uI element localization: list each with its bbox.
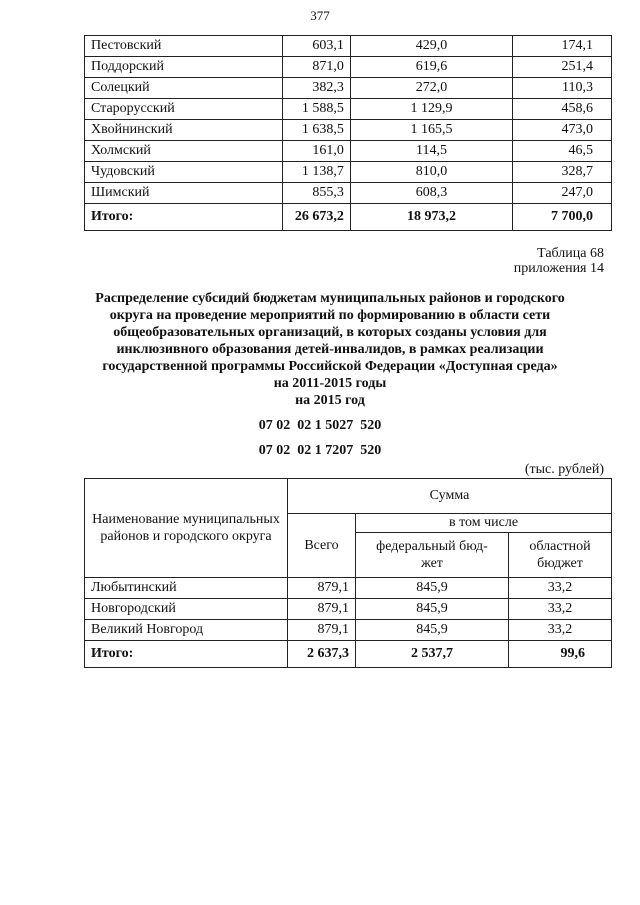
total-value: 1 638,5 [283, 120, 350, 141]
regional-value: 247,0 [513, 183, 612, 204]
header-line: жет [421, 556, 443, 571]
table-row [85, 57, 612, 78]
regional-value: 33,2 [509, 620, 612, 641]
table-row [85, 36, 612, 57]
total-value: 879,1 [288, 578, 356, 599]
table-number: Таблица 68 [537, 246, 604, 261]
district-name: Солецкий [85, 78, 283, 99]
total-row [85, 204, 612, 231]
district-name: Хвойнинский [85, 120, 283, 141]
district-name: Пестовский [85, 36, 283, 57]
federal-value: 18 973,2 [350, 204, 512, 231]
subsidy-table [84, 478, 612, 668]
regional-value: 328,7 [513, 162, 612, 183]
header-line: федеральный бюд- [376, 539, 488, 554]
regional-value: 7 700,0 [513, 204, 612, 231]
federal-value: 608,3 [350, 183, 512, 204]
regional-value: 174,1 [513, 36, 612, 57]
regional-value: 33,2 [509, 578, 612, 599]
document-title [60, 290, 600, 409]
federal-value: 845,9 [356, 599, 509, 620]
title-line: на 2015 год [295, 393, 365, 408]
title-line: Распределение субсидий бюджетам муниципальных районов и городского [95, 291, 565, 306]
header-line: бюджет [537, 556, 583, 571]
table-row [85, 162, 612, 183]
budget-code: 07 02 02 1 7207 520 [258, 443, 382, 458]
table-row [85, 99, 612, 120]
table-row [85, 578, 612, 599]
column-header-federal [356, 533, 509, 578]
total-value: 879,1 [288, 599, 356, 620]
district-name: Шимский [85, 183, 283, 204]
district-name: Любытинский [85, 578, 288, 599]
table-label [514, 246, 604, 276]
federal-value: 114,5 [350, 141, 512, 162]
page-number: 377 [310, 8, 330, 23]
total-label: Итого: [85, 204, 283, 231]
total-label: Итого: [85, 641, 288, 668]
table-row [85, 620, 612, 641]
table-row [85, 120, 612, 141]
regional-value: 99,6 [509, 641, 612, 668]
federal-value: 1 129,9 [350, 99, 512, 120]
total-value: 855,3 [283, 183, 350, 204]
total-value: 871,0 [283, 57, 350, 78]
federal-value: 2 537,7 [356, 641, 509, 668]
header-line: Наименование муниципальных [92, 512, 280, 527]
federal-value: 845,9 [356, 578, 509, 599]
federal-value: 272,0 [350, 78, 512, 99]
regional-value: 458,6 [513, 99, 612, 120]
total-value: 1 138,7 [283, 162, 350, 183]
header-row [85, 479, 612, 514]
header-line: районов и городского округа [100, 529, 272, 544]
table-row [85, 183, 612, 204]
regional-value: 46,5 [513, 141, 612, 162]
units-label: (тыс. рублей) [524, 462, 604, 477]
title-line: общеобразовательных организаций, в которых созданы условия для [113, 325, 547, 340]
federal-value: 619,6 [350, 57, 512, 78]
federal-value: 429,0 [350, 36, 512, 57]
budget-code: 07 02 02 1 5027 520 [258, 418, 382, 433]
total-value: 2 637,3 [288, 641, 356, 668]
column-header-name [85, 479, 288, 578]
column-header-sum: Сумма [288, 479, 612, 514]
federal-value: 1 165,5 [350, 120, 512, 141]
federal-value: 845,9 [356, 620, 509, 641]
district-name: Великий Новгород [85, 620, 288, 641]
regional-value: 473,0 [513, 120, 612, 141]
total-row [85, 641, 612, 668]
district-name: Холмский [85, 141, 283, 162]
header-line: областной [529, 539, 591, 554]
table-row [85, 141, 612, 162]
total-value: 1 588,5 [283, 99, 350, 120]
appendix-number: приложения 14 [513, 261, 604, 276]
total-value: 382,3 [283, 78, 350, 99]
total-value: 879,1 [288, 620, 356, 641]
total-value: 26 673,2 [283, 204, 350, 231]
column-header-regional [509, 533, 612, 578]
title-line: государственной программы Российской Федерации «Доступная среда» [102, 359, 558, 374]
federal-value: 810,0 [350, 162, 512, 183]
district-name: Старорусский [85, 99, 283, 120]
title-line: округа на проведение мероприятий по формированию в области сети [109, 308, 551, 323]
regional-value: 110,3 [513, 78, 612, 99]
regional-value: 33,2 [509, 599, 612, 620]
column-header-total: Всего [288, 514, 356, 578]
total-value: 603,1 [283, 36, 350, 57]
district-name: Поддорский [85, 57, 283, 78]
table-row [85, 78, 612, 99]
title-line: инклюзивного образования детей-инвалидов, в рамках реализации [116, 342, 544, 357]
district-name: Чудовский [85, 162, 283, 183]
title-line: на 2011-2015 годы [273, 376, 387, 391]
district-name: Новгородский [85, 599, 288, 620]
total-value: 161,0 [283, 141, 350, 162]
column-header-including: в том числе [356, 514, 612, 533]
regional-value: 251,4 [513, 57, 612, 78]
table-row [85, 599, 612, 620]
table-continuation [84, 35, 612, 231]
